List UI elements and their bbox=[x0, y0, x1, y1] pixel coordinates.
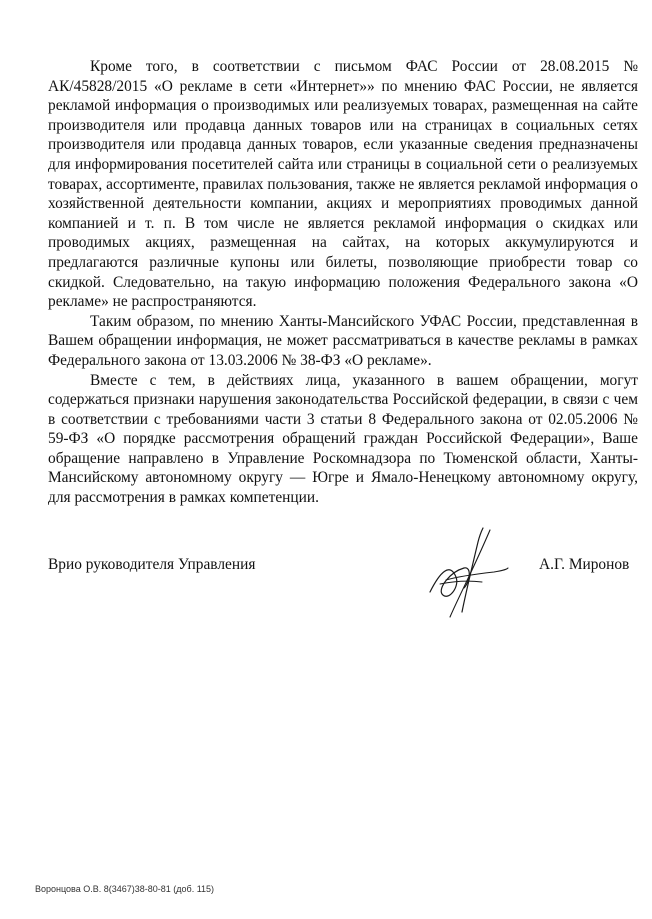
signatory-name: А.Г. Миронов bbox=[539, 556, 630, 573]
letter-body bbox=[48, 57, 638, 508]
signatory-title: Врио руководителя Управления bbox=[48, 556, 256, 573]
handwritten-signature bbox=[420, 522, 510, 622]
executor-contact: Воронцова О.В. 8(3467)38-80-81 (доб. 115) bbox=[35, 884, 215, 894]
paragraph-conclusion: Таким образом, по мнению Ханты-Мансийского УФАС России, представленная в Вашем обращении информация, не может рассматриваться в качестве рекламы в рамках Федерального закона от 13.03.2006 № 38-ФЗ «О рекламе». bbox=[48, 312, 638, 369]
paragraph-advertising-info: Кроме того, в соответствии с письмом ФАС России от 28.08.2015 № АК/45828/2015 «О рекламе в сети «Интернет»» по мнению ФАС России, не является рекламой информация о производимых или реализуемых товарах, размещенная на сайте производителя или продавца данных товаров или на страницах в социальных сетях производителя или продавца данных товаров, если указанные сведения предназначены для информирования посетителей сайта или страницы в социальной сети о реализуемых товарах, ассортименте, правилах пользования, также не является рекламой информация о хозяйственной деятельности компании, акциях и мероприятиях проводимых данной компанией и т. п. В том числе не является рекламой информация о скидках или проводимых акциях, размещенная на сайтах, на которых аккумулируются и предлагаются различные купоны или билеты, позволяющие приобрести товар со скидкой. Следовательно, на такую информацию положения Федерального закона «О рекламе» не распространяются. bbox=[48, 58, 638, 311]
paragraph-referral: Вместе с тем, в действиях лица, указанного в вашем обращении, могут содержаться признаки нарушения законодательства Российской федерации, в связи с чем в соответствии с требованиями части 3 статьи 8 Федерального закона от 02.05.2006 № 59-ФЗ «О порядке рассмотрения обращений граждан Российской Федерации», Ваше обращение направлено в Управление Роскомнадзора по Тюменской области, Ханты-Мансийскому автономному округу — Югре и Ямало-Ненецкому автономному округу, для рассмотрения в рамках компетенции. bbox=[48, 371, 638, 507]
